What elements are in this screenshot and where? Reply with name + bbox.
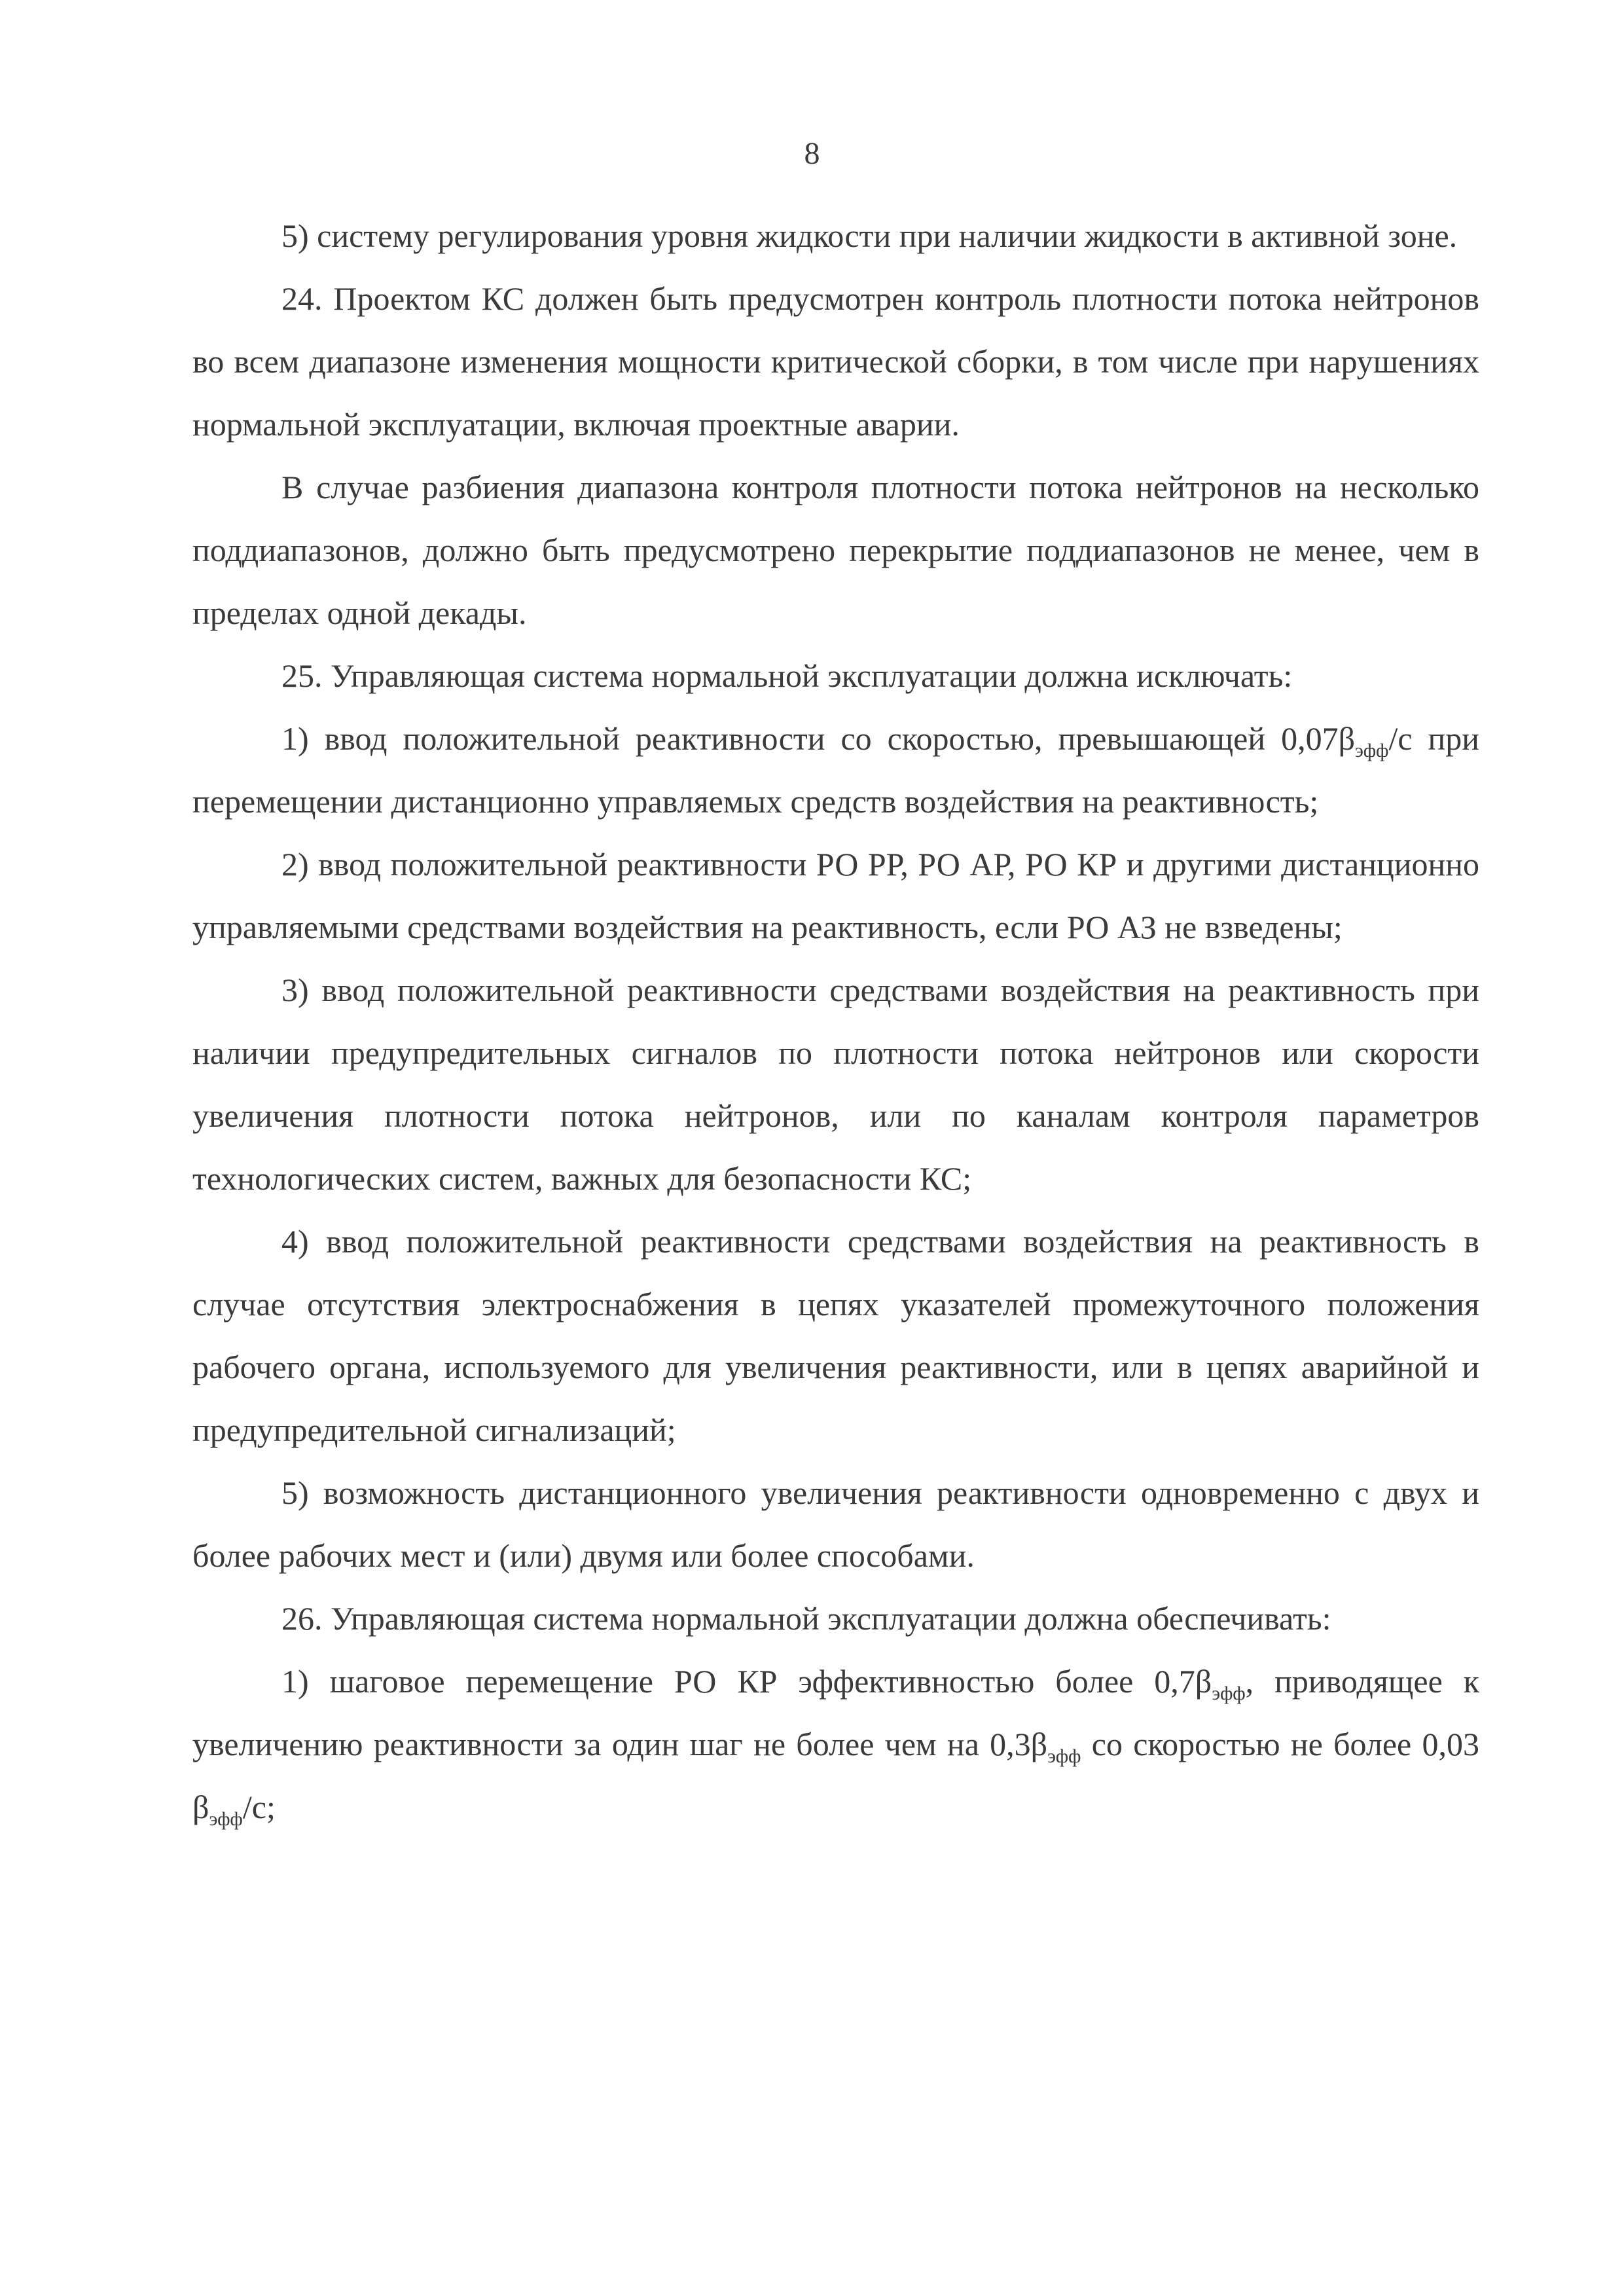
paragraph-item-5-liquid-level: 5) систему регулирования уровня жидкости при наличии жидкости в активной зоне. [281,217,1458,254]
paragraph-25: 25. Управляющая система нормальной эксплуатации должна исключать: [281,657,1293,694]
beta-eff-subscript: эфф [209,1808,243,1830]
paragraph-26-item-1 [192,1650,1479,1838]
paragraph-26-item-1-text-c: со скоростью не более 0,03 β [192,1726,1479,1825]
paragraph-25-item-1-text-b: /с при перемещении дистанционно управляемых средств воздействия на реактивность; [192,720,1480,820]
paragraph-25-item-4: 4) ввод положительной реактивности средствами воздействия на реактивность в случае отсутствия электроснабжения в цепях указателей промежуточного положения рабочего органа, используемого для увеличения реактивности, или в цепях аварийной и предупредительной сигнализаций; [192,1223,1479,1448]
paragraph-25-item-3: 3) ввод положительной реактивности средствами воздействия на реактивность при наличии предупредительных сигналов по плотности потока нейтронов или скорости увеличения плотности потока нейтронов, или по каналам контроля параметров технологических систем, важных для безопасности КС; [192,972,1479,1197]
paragraph-25-item-2: 2) ввод положительной реактивности РО РР, РО АР, РО КР и другими дистанционно управляемыми средствами воздействия на реактивность, если РО АЗ не взведены; [192,846,1479,945]
beta-eff-subscript: эфф [1047,1745,1081,1767]
paragraph-25-item-1 [192,707,1479,833]
paragraph-26-item-1-text-b: , приводящее к увеличению реактивности за один шаг не более чем на 0,3β [192,1663,1479,1762]
page-number: 8 [804,136,820,171]
paragraph-24: 24. Проектом КС должен быть предусмотрен контроль плотности потока нейтронов во всем диапазоне изменения мощности критической сборки, в том числе при нарушениях нормальной эксплуатации, включая проектные аварии. [192,280,1479,443]
beta-eff-subscript: эфф [1212,1683,1246,1704]
paragraph-26: 26. Управляющая система нормальной эксплуатации должна обеспечивать: [281,1600,1331,1637]
paragraph-25-item-5: 5) возможность дистанционного увеличения реактивности одновременно с двух и более рабочих мест и (или) двумя или более способами. [192,1474,1479,1574]
paragraph-26-item-1-text-a: 1) шаговое перемещение РО КР эффективностью более 0,7β [281,1663,1212,1700]
paragraph-25-item-1-text-a: 1) ввод положительной реактивности со скоростью, превышающей 0,07β [281,720,1356,757]
beta-eff-subscript: эфф [1355,740,1389,761]
paragraph-26-item-1-text-d: /с; [242,1789,276,1825]
body-text [192,204,1479,1838]
paragraph-24-subranges: В случае разбиения диапазона контроля плотности потока нейтронов на несколько поддиапазонов, должно быть предусмотрено перекрытие поддиапазонов не менее, чем в пределах одной декады. [192,469,1479,631]
